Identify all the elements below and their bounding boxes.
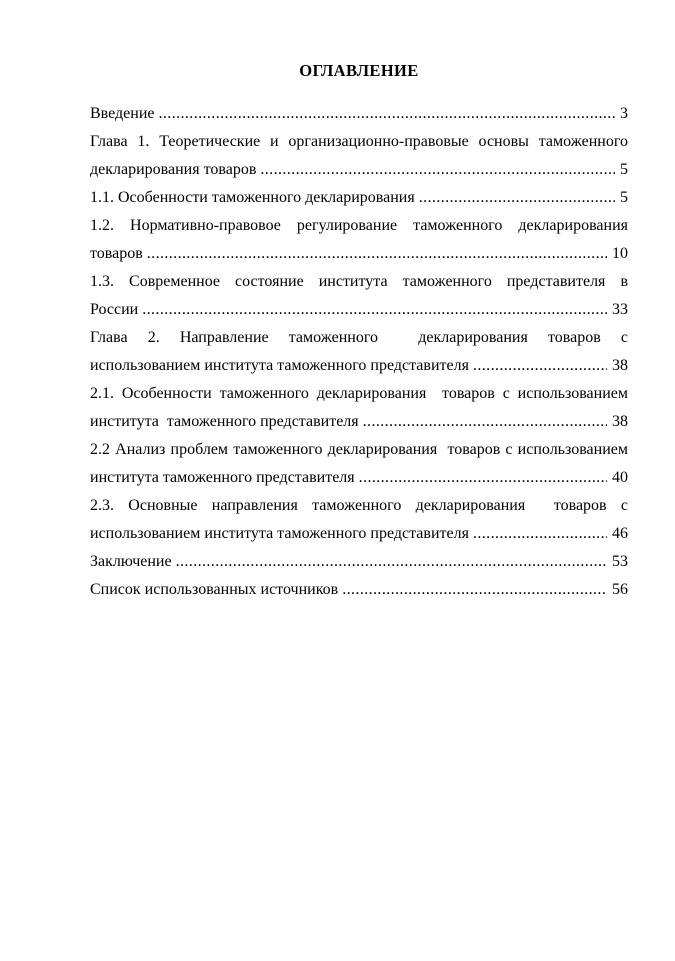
dot-leader (176, 548, 607, 576)
toc-entry[interactable] (90, 492, 628, 548)
toc-page-number: 53 (612, 553, 628, 570)
toc-list (90, 100, 628, 604)
toc-entry-last-line (90, 408, 628, 436)
toc-entry-text: института таможенного представителя (90, 413, 359, 430)
toc-entry-line: 2.1. Особенности таможенного декларирования товаров с использованием (90, 385, 628, 402)
toc-entry-text: использованием института таможенного представителя (90, 525, 469, 542)
dot-leader (419, 184, 615, 212)
dot-leader (142, 296, 607, 324)
toc-entry-line: Глава 2. Направление таможенного декларирования товаров с (90, 329, 628, 346)
toc-page-number: 40 (612, 469, 628, 486)
toc-entry[interactable] (90, 324, 628, 380)
toc-page-number: 33 (612, 301, 628, 318)
toc-entry-last-line (90, 352, 628, 380)
dot-leader (359, 464, 607, 492)
toc-page-number: 56 (612, 581, 628, 598)
toc-entry[interactable] (90, 212, 628, 268)
toc-page-number: 38 (612, 357, 628, 374)
toc-entry[interactable] (90, 184, 628, 212)
toc-page-number: 10 (612, 245, 628, 262)
dot-leader (260, 156, 615, 184)
toc-entry-line: 2.3. Основные направления таможенного декларирования товаров с (90, 497, 628, 514)
toc-entry-last-line (90, 576, 628, 604)
dot-leader (159, 100, 616, 128)
toc-entry[interactable] (90, 436, 628, 492)
toc-page-number: 5 (620, 161, 628, 178)
toc-entry-last-line (90, 100, 628, 128)
toc-entry-last-line (90, 520, 628, 548)
toc-entry-line: 1.3. Современное состояние института таможенного представителя в (90, 273, 628, 290)
dot-leader (342, 576, 607, 604)
dot-leader (473, 352, 607, 380)
toc-entry-text: института таможенного представителя (90, 469, 355, 486)
toc-entry-last-line (90, 548, 628, 576)
toc-entry-text: России (90, 301, 139, 318)
toc-page-number: 46 (612, 525, 628, 542)
toc-entry-text: Введение (90, 105, 155, 122)
toc-entry-text: 1.1. Особенности таможенного декларирования (90, 189, 415, 206)
toc-entry-text: товаров (90, 245, 143, 262)
toc-title: ОГЛАВЛЕНИЕ (299, 61, 419, 80)
toc-entry-line: 1.2. Нормативно-правовое регулирование таможенного декларирования (90, 217, 628, 234)
toc-entry-last-line (90, 184, 628, 212)
toc-entry-last-line (90, 240, 628, 268)
toc-entry-line: 2.2 Анализ проблем таможенного декларирования товаров с использованием (90, 441, 628, 458)
toc-entry-last-line (90, 464, 628, 492)
toc-entry[interactable] (90, 100, 628, 128)
toc-entry-text: Список использованных источников (90, 581, 339, 598)
toc-entry[interactable] (90, 268, 628, 324)
toc-entry[interactable] (90, 576, 628, 604)
toc-entry[interactable] (90, 128, 628, 184)
toc-page-number: 3 (620, 105, 628, 122)
toc-entry-last-line (90, 296, 628, 324)
toc-entry-text: использованием института таможенного представителя (90, 357, 469, 374)
toc-entry-text: декларирования товаров (90, 161, 257, 178)
toc-entry-line: Глава 1. Теоретические и организационно-правовые основы таможенного (90, 133, 628, 150)
dot-leader (473, 520, 607, 548)
dot-leader (363, 408, 607, 436)
toc-entry[interactable] (90, 548, 628, 576)
toc-entry-last-line (90, 156, 628, 184)
dot-leader (147, 240, 607, 268)
toc-content (90, 0, 628, 604)
toc-page-number: 38 (612, 413, 628, 430)
toc-entry-text: Заключение (90, 553, 172, 570)
toc-entry[interactable] (90, 380, 628, 436)
toc-page-number: 5 (620, 189, 628, 206)
